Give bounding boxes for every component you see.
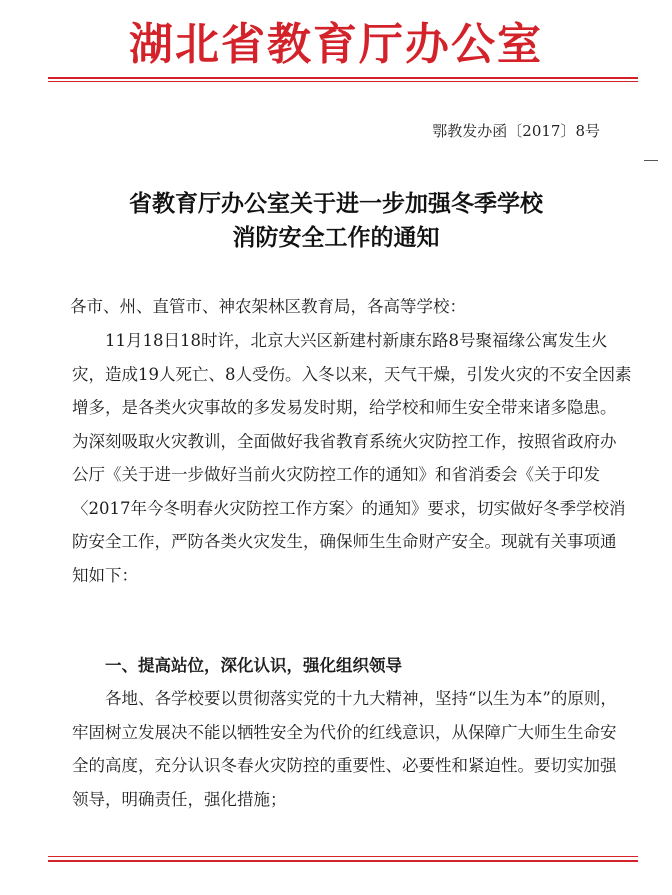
- addressee-line: 各市、州、直管市、神农架林区教育局，各高等学校：: [70, 297, 466, 316]
- letterhead-red-rule-thin: [48, 81, 638, 82]
- document-title-line-1: 省教育厅办公室关于进一步加强冬季学校: [129, 190, 543, 217]
- footer-red-rule-thin: [48, 856, 638, 857]
- document-number: 鄂教发办函〔2017〕8号: [432, 122, 600, 140]
- letterhead-org-name: 湖北省教育厅办公室: [129, 19, 543, 70]
- footer-red-rule-thick: [48, 860, 638, 862]
- section-heading-1: 一、提高站位，深化认识，强化组织领导: [105, 656, 402, 675]
- letterhead-red-rule-thick: [48, 77, 638, 79]
- body-paragraph-2: 各地、各学校要以贯彻落实党的十九大精神，坚持“以生为本”的原则，牢固树立发展决不能以牺牲安全为代价的红线意识，从保障广大师生生命安全的高度，充分认识冬春火灾防控的重要性、必要性和紧迫性。要切实加强领导，明确责任，强化措施；: [72, 689, 617, 809]
- margin-mark: [644, 160, 658, 161]
- body-paragraph-1: 11月18日18时许，北京大兴区新建村新康东路8号聚福缘公寓发生火灾，造成19人死亡、8人受伤。入冬以来，天气干燥，引发火灾的不安全因素增多，是各类火灾事故的多发易发时期，给学校和师生安全带来诸多隐患。为深刻吸取火灾教训，全面做好我省教育系统火灾防控工作，按照省政府办公厅《关于进一步做好当前火灾防控工作的通知》和省消委会《关于印发〈2017年今冬明春火灾防控工作方案〉的通知》要求，切实做好冬季学校消防安全工作，严防各类火灾发生，确保师生生命财产安全。现就有关事项通知如下：: [72, 331, 632, 585]
- document-title-line-2: 消防安全工作的通知: [232, 224, 440, 251]
